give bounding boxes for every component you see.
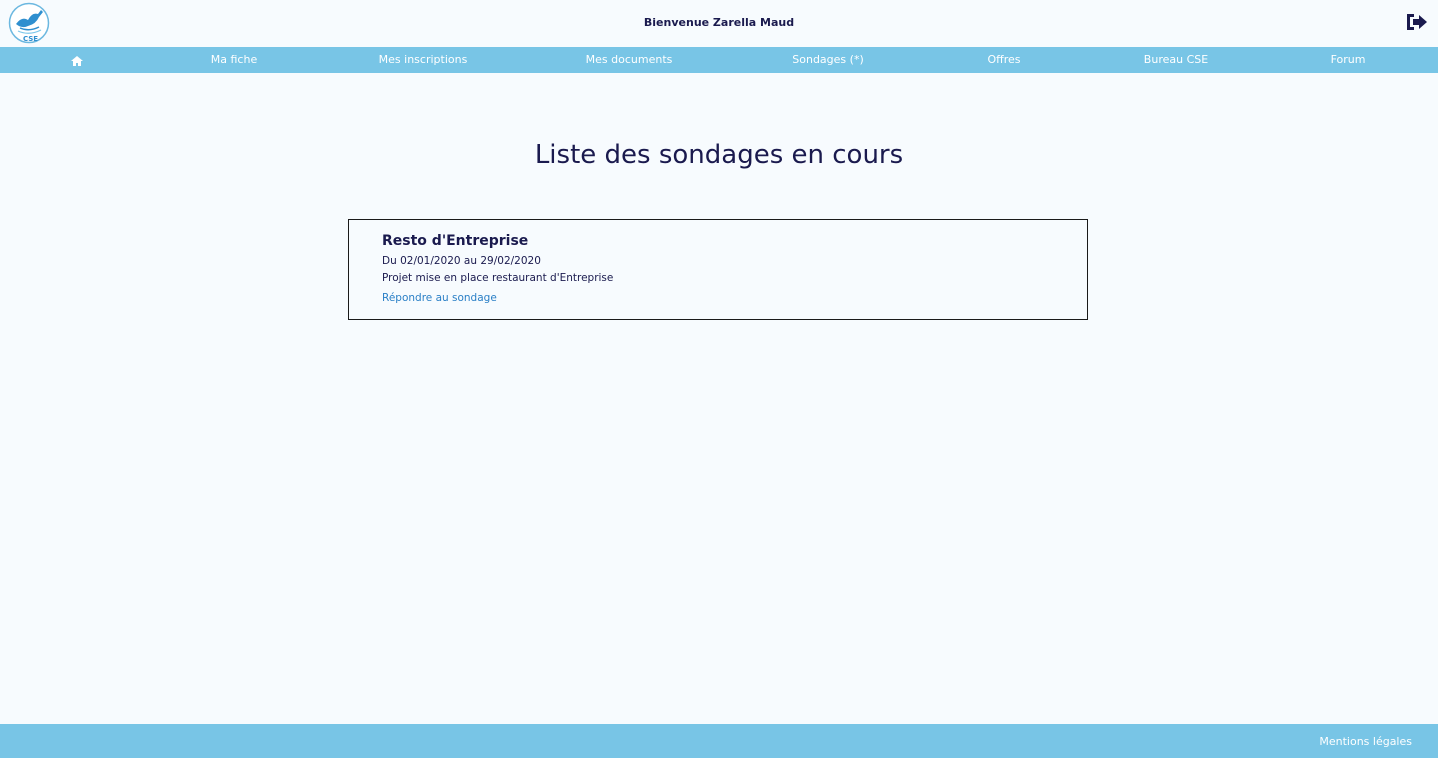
page-title: Liste des sondages en cours [534, 140, 904, 170]
main-nav [0, 47, 1438, 73]
nav-item-bureau-cse[interactable]: Bureau CSE [1143, 53, 1209, 66]
survey-title: Resto d'Entreprise [382, 233, 529, 249]
home-icon[interactable] [71, 56, 83, 66]
nav-item-mes-documents[interactable]: Mes documents [585, 53, 673, 66]
nav-item-sondages[interactable]: Sondages (*) [792, 53, 864, 66]
footer [0, 724, 1438, 758]
welcome-message: Bienvenue Zarella Maud [643, 16, 795, 29]
nav-item-ma-fiche[interactable]: Ma fiche [210, 53, 258, 66]
survey-description: Projet mise en place restaurant d'Entreprise [382, 272, 614, 284]
legal-notice-link[interactable]: Mentions légales [1319, 735, 1412, 748]
survey-dates: Du 02/01/2020 au 29/02/2020 [382, 255, 541, 267]
top-bar [0, 0, 1438, 47]
nav-item-offres[interactable]: Offres [987, 53, 1021, 66]
survey-card [348, 219, 1088, 320]
svg-text:CSE: CSE [23, 35, 39, 43]
nav-item-forum[interactable]: Forum [1330, 53, 1366, 66]
sign-out-icon[interactable] [1405, 12, 1429, 32]
answer-survey-link[interactable]: Répondre au sondage [382, 292, 497, 304]
nav-item-mes-inscriptions[interactable]: Mes inscriptions [378, 53, 468, 66]
